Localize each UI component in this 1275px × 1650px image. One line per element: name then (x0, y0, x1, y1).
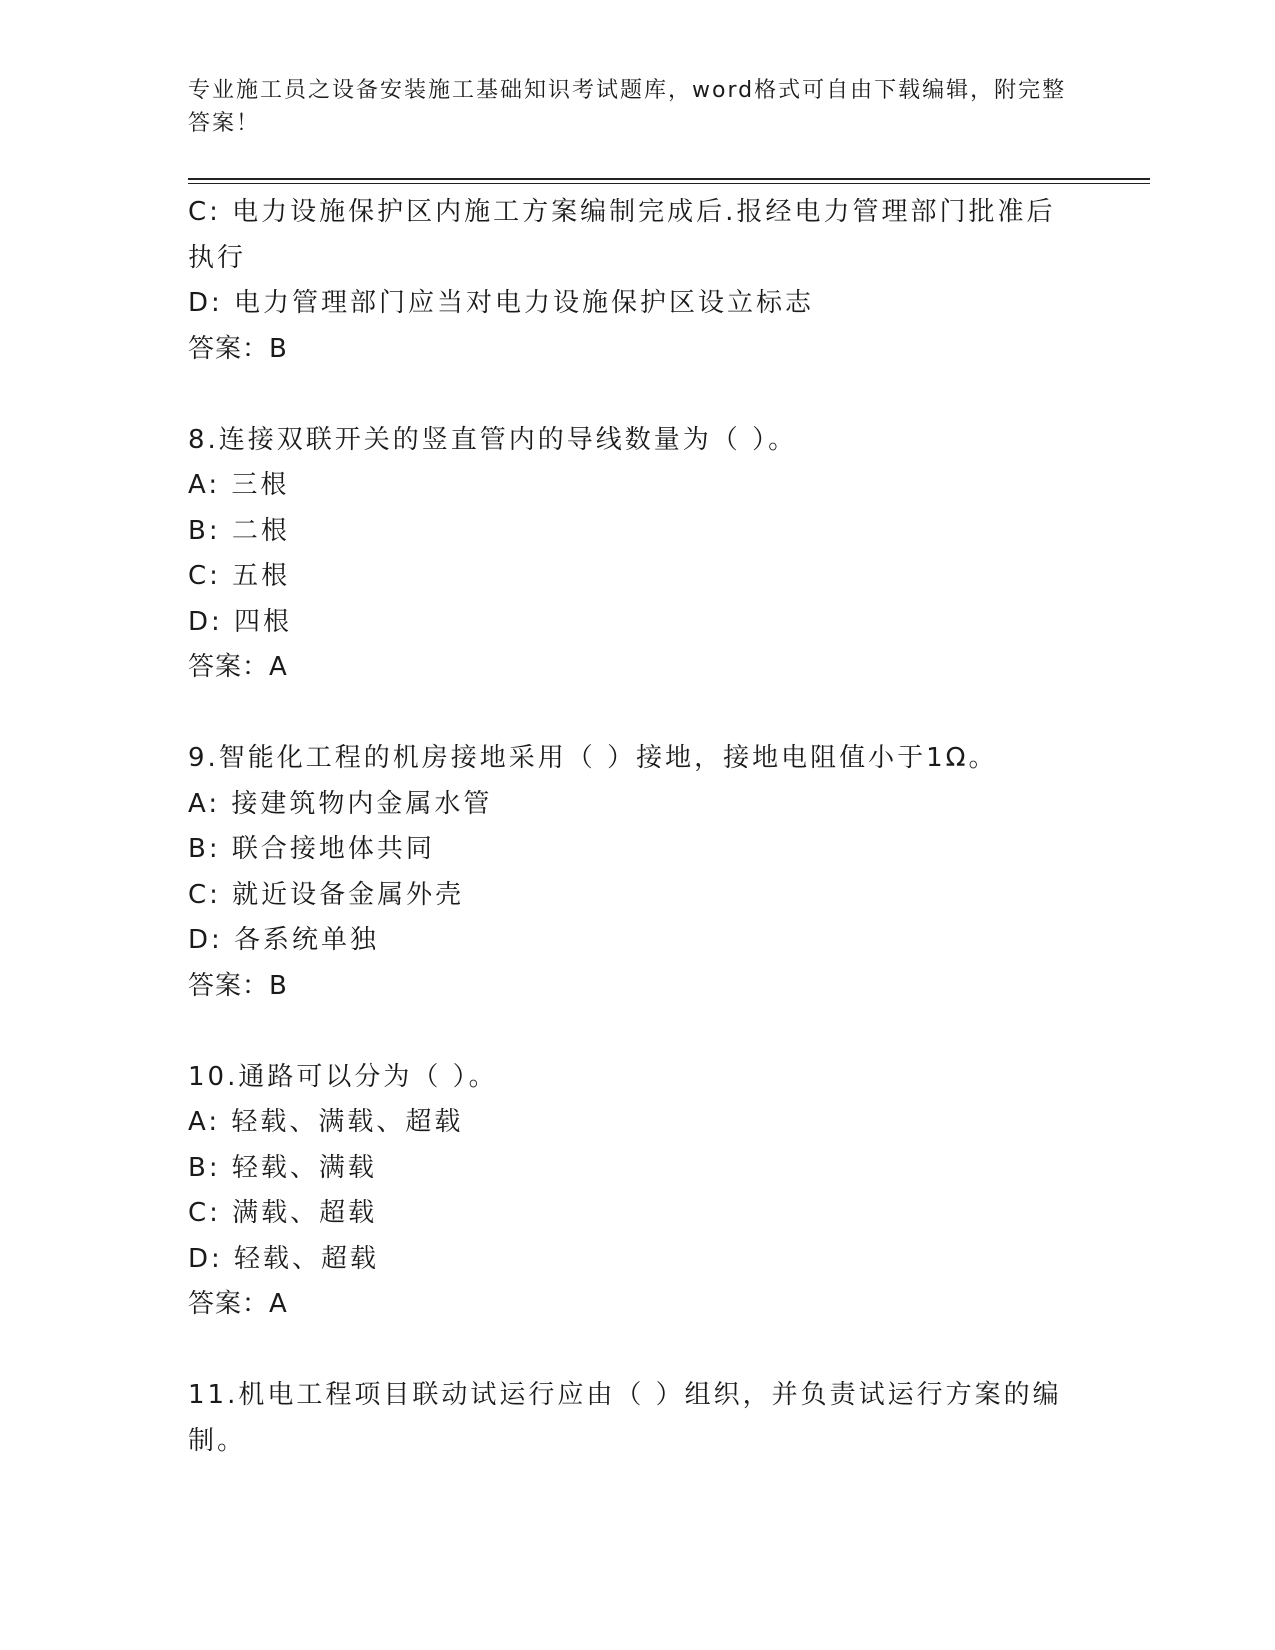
answer-line: 答案：A (188, 652, 288, 682)
header-title: 专业施工员之设备安装施工基础知识考试题库，word格式可自由下载编辑，附完整答案！ (188, 78, 1067, 136)
option-b: B: 二根 (188, 515, 290, 546)
spacer (188, 1009, 1068, 1055)
question-11 (188, 1373, 1068, 1464)
answer-line: 答案：B (188, 970, 288, 1001)
option-d: D: 电力管理部门应当对电力设施保护区设立标志 (188, 288, 815, 318)
header-divider-thin (188, 183, 1150, 184)
answer-line: 答案：B (188, 333, 288, 364)
question-7-continued (188, 190, 1068, 372)
option-c: C: 电力设施保护区内施工方案编制完成后.报经电力管理部门批准后执行 (188, 197, 1056, 273)
option-a: A: 三根 (188, 470, 290, 500)
option-c: C: 就近设备金属外壳 (188, 879, 465, 910)
spacer (188, 372, 1068, 418)
option-d: D: 轻载、超载 (188, 1243, 380, 1274)
option-c: C: 五根 (188, 561, 291, 591)
header-divider-thick (188, 178, 1150, 180)
spacer (188, 1328, 1068, 1374)
option-b: B: 联合接地体共同 (188, 834, 435, 864)
question-9 (188, 736, 1068, 1009)
question-stem: 8.连接双联开关的竖直管内的导线数量为（ ）。 (188, 424, 798, 455)
question-stem: 10.通路可以分为（ ）。 (188, 1061, 498, 1092)
question-stem: 11.机电工程项目联动试运行应由（ ）组织，并负责试运行方案的编制。 (188, 1380, 1062, 1456)
option-b: B: 轻载、满载 (188, 1152, 377, 1183)
option-d: D: 各系统单独 (188, 925, 380, 955)
option-d: D: 四根 (188, 606, 293, 637)
option-c: C: 满载、超载 (188, 1198, 378, 1228)
question-10 (188, 1055, 1068, 1328)
question-stem: 9.智能化工程的机房接地采用（ ）接地，接地电阻值小于1Ω。 (188, 743, 998, 773)
option-a: A: 接建筑物内金属水管 (188, 788, 493, 819)
document-header (188, 74, 1068, 140)
question-8 (188, 418, 1068, 691)
spacer (188, 691, 1068, 737)
option-a: A: 轻载、满载、超载 (188, 1107, 464, 1137)
question-content (188, 190, 1068, 1464)
answer-line: 答案：A (188, 1289, 288, 1319)
